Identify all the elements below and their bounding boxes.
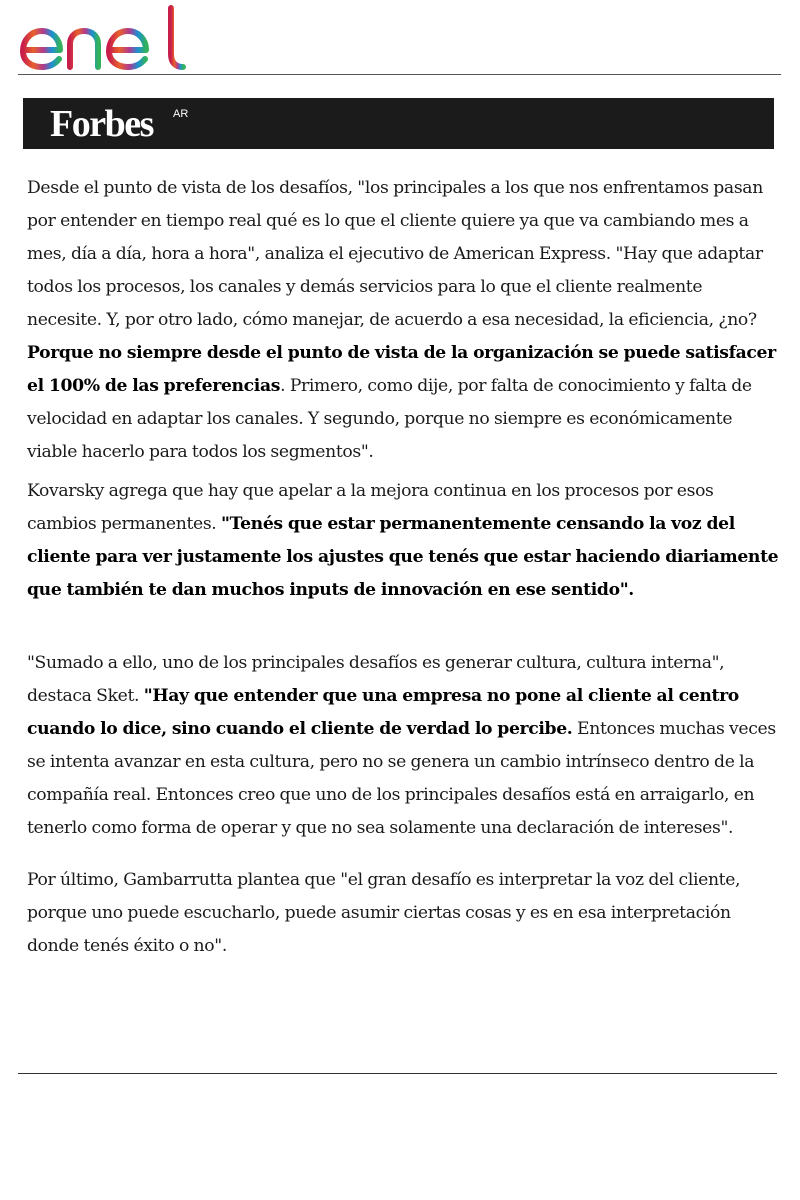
- footer-divider: [18, 1073, 777, 1074]
- paragraph-4-text: Por último, Gambarrutta plantea que "el gran desafío es interpretar la voz del cliente, porque uno puede escucharlo, puede asumir ciertas cosas y es en esa interpretación donde tenés éxito o no".: [27, 870, 741, 956]
- paragraph-1-text-a: Desde el punto de vista de los desafíos, "los principales a los que nos enfrentamos pasan por entender en tiempo real qué es lo que el cliente quiere ya que va cambiando mes a mes, día a día, hora a hora", analiza el ejecutivo de American Express. "Hay que adaptar todos los procesos, los canales y demás servicios para lo que el cliente realmente necesite. Y, por otro lado, cómo manejar, de acuerdo a esa necesidad, la eficiencia, ¿no?: [27, 178, 763, 330]
- paragraph-1: [27, 172, 779, 469]
- article-body: [27, 172, 779, 963]
- paragraph-3: [27, 647, 779, 845]
- forbes-edition-label: AR: [173, 108, 189, 120]
- paragraph-1-highlight: Porque no siempre desde el punto de vista de la organización se puede satisfacer el 100% de las preferencias: [27, 343, 776, 396]
- forbes-logo-text: Forbes: [50, 103, 153, 145]
- paragraph-2-highlight: "Tenés que estar permanentemente censando la voz del cliente para ver justamente los ajustes que tenés que estar haciendo diariamente que también te dan muchos inputs de innovación en ese sentido".: [27, 514, 779, 600]
- paragraph-2-text-a: Kovarsky agrega que hay que apelar a la mejora continua en los procesos por esos cambios permanentes.: [27, 481, 714, 534]
- paragraph-4: [27, 864, 779, 963]
- enel-logo-icon: [18, 4, 193, 72]
- paragraph-3-highlight: "Hay que entender que una empresa no pone al cliente al centro cuando lo dice, sino cuando el cliente de verdad lo percibe.: [27, 686, 739, 739]
- paragraph-2: [27, 475, 779, 607]
- paragraph-1-text-b: . Primero, como dije, por falta de conocimiento y falta de velocidad en adaptar los canales. Y segundo, porque no siempre es económicamente viable hacerlo para todos los segmentos".: [27, 376, 752, 462]
- paragraph-3-text-a: "Sumado a ello, uno de los principales desafíos es generar cultura, cultura interna", destaca Sket.: [27, 653, 725, 706]
- header-divider: [18, 74, 781, 75]
- paragraph-3-text-b: Entonces muchas veces se intenta avanzar en esta cultura, pero no se genera un cambio intrínseco dentro de la compañía real. Entonces creo que uno de los principales desafíos está en arraigarlo, en tenerlo como forma de operar y que no sea solamente una declaración de intereses".: [27, 719, 776, 838]
- forbes-masthead: [23, 98, 774, 149]
